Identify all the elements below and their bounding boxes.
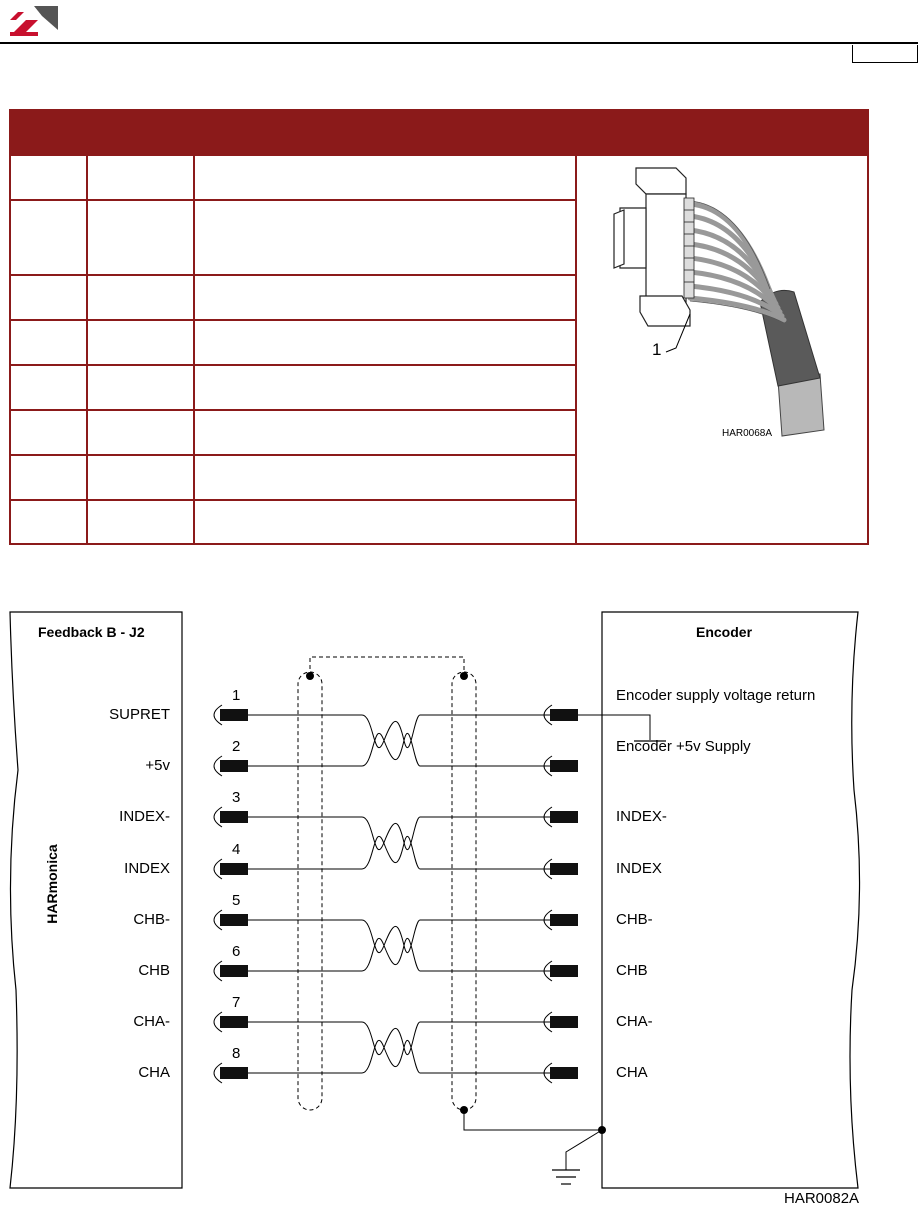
- pin-number: 6: [232, 943, 241, 960]
- pin-block-right: [550, 709, 578, 721]
- pin-number: 7: [232, 994, 241, 1011]
- pin-label-right: CHA-: [616, 1013, 653, 1030]
- left-shield: [298, 672, 322, 1110]
- pin-block-right: [550, 811, 578, 823]
- left-box-title: Feedback B - J2: [38, 624, 145, 640]
- pin-label-right: INDEX: [616, 860, 662, 877]
- figure-code: HAR0082A: [784, 1190, 860, 1207]
- right-shield: [452, 672, 476, 1110]
- pin-label-left: +5v: [145, 757, 170, 774]
- pin-block-left: [220, 1067, 248, 1079]
- wire: [248, 920, 550, 953]
- wire: [248, 715, 550, 748]
- pin-label-left: INDEX: [124, 860, 170, 877]
- pin-block-left: [220, 811, 248, 823]
- pin-block-left: [220, 760, 248, 772]
- pin-block-right: [550, 863, 578, 875]
- pin-number: 4: [232, 841, 241, 858]
- wire: [248, 836, 550, 869]
- wire: [248, 817, 550, 850]
- pin-label-right: INDEX-: [616, 808, 667, 825]
- pin-label-left: CHA: [138, 1064, 170, 1081]
- pin-number: 3: [232, 789, 241, 806]
- wire: [248, 1022, 550, 1055]
- pin-number: 2: [232, 738, 241, 755]
- wire: [248, 1040, 550, 1073]
- pin-label-left: CHA-: [133, 1013, 170, 1030]
- pin-label-right: Encoder +5v Supply: [616, 738, 751, 755]
- pin-block-right: [550, 965, 578, 977]
- pin-number: 1: [232, 687, 241, 704]
- pin-label-right: CHB: [616, 962, 648, 979]
- wire: [248, 938, 550, 971]
- pin-block-left: [220, 1016, 248, 1028]
- pin-block-right: [550, 760, 578, 772]
- wire: [248, 733, 550, 766]
- pin-label-right: Encoder supply voltage return: [616, 687, 816, 704]
- connector-callout: 1: [652, 340, 662, 359]
- pin-block-left: [220, 863, 248, 875]
- connector-code: HAR0068A: [722, 428, 773, 439]
- pin-block-left: [220, 709, 248, 721]
- pin-label-left: CHB: [138, 962, 170, 979]
- pin-number: 5: [232, 892, 241, 909]
- pin-block-right: [550, 1016, 578, 1028]
- left-box-outline: [10, 612, 182, 1188]
- pin-number: 8: [232, 1045, 241, 1062]
- pin-label-left: CHB-: [133, 911, 170, 928]
- pin-block-left: [220, 965, 248, 977]
- left-box-side-label: HARmonica: [44, 844, 60, 924]
- right-box-title: Encoder: [696, 624, 753, 640]
- pin-block-right: [550, 914, 578, 926]
- pin-block-left: [220, 914, 248, 926]
- pin-label-right: CHB-: [616, 911, 653, 928]
- pin-label-left: INDEX-: [119, 808, 170, 825]
- pin-block-right: [550, 1067, 578, 1079]
- pin-label-left: SUPRET: [109, 706, 170, 723]
- pin-label-right: CHA: [616, 1064, 648, 1081]
